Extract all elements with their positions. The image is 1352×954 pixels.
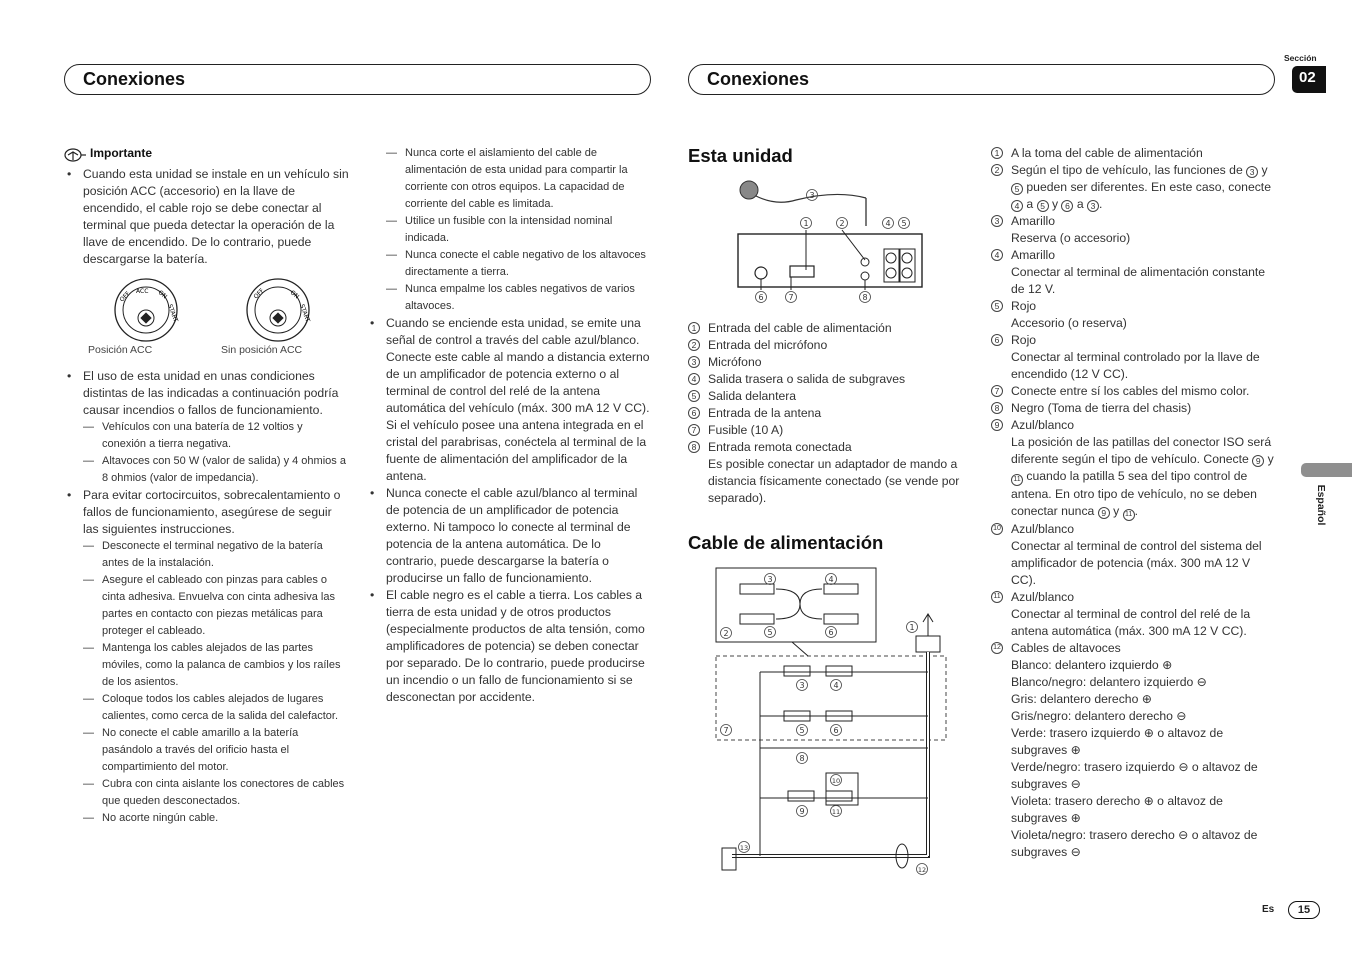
- callout-3c: 3: [799, 681, 805, 690]
- header-bar-right: [688, 64, 1275, 95]
- page-lang: Es: [1262, 904, 1275, 915]
- microphone-icon: [740, 181, 866, 202]
- power-cable-diagram: [712, 566, 948, 878]
- callout-11: 11: [831, 808, 841, 816]
- list-item: 9 Azul/blanco: [991, 417, 1277, 434]
- list-item-sub: Accesorio (o reserva): [1011, 316, 1127, 330]
- list-item: 7 Conecte entre sí los cables del mismo color.: [991, 383, 1277, 400]
- list-item: 4 Salida trasera o salida de subgraves: [688, 371, 973, 388]
- list-item: 6 Entrada de la antena: [688, 405, 973, 422]
- key-acc-label-acc: ACC: [136, 288, 149, 295]
- callout-2b: 2: [723, 629, 729, 638]
- list-item: — Nunca conecte el cable negativo de los altavoces directamente a tierra.: [386, 247, 650, 281]
- list-item: 5 Salida delantera: [688, 388, 973, 405]
- key-acc-label-start: START: [166, 303, 180, 324]
- list-item: 12 Cables de altavoces: [991, 640, 1277, 657]
- callout-4c: 4: [833, 681, 839, 690]
- key-noacc-label-on: ON: [288, 289, 301, 301]
- item8-note: Es posible conectar un adaptador de mando a distancia físicamente conectado (se vende por separado).: [708, 457, 960, 505]
- speaker-wire-line: Verde/negro: trasero izquierdo ⊖ o altavoz de subgraves ⊖: [1011, 760, 1258, 791]
- list-item: 1 A la toma del cable de alimentación: [991, 145, 1277, 162]
- language-label: Español: [1315, 484, 1327, 526]
- key-caption-no-acc: Sin posición ACC: [221, 344, 303, 356]
- key-no-acc: [247, 279, 311, 341]
- bullet-blue-white: • Cuando se enciende esta unidad, se emite una señal de control a través del cable azul/blanco. Conecte este cable al mando a distancia externo de un amplificador de potencia externo o al terminal de control del relé de la antena automática del vehículo (máx. 300 mA 12 V CC). Si el vehículo posee una antena integrada en el cristal del parabrisas, conéctela al terminal de la fuente de alimentación del amplificador de la antena.: [367, 315, 650, 485]
- list-item: — Coloque todos los cables alejados de lugares calientes, como cerca de la salida del calefactor.: [83, 691, 349, 725]
- list-item: 11 Azul/blanco: [991, 589, 1277, 606]
- callout-7b: 7: [723, 726, 729, 735]
- callout-4b: 4: [828, 575, 834, 584]
- cable-heading: Cable de alimentación: [688, 532, 884, 553]
- callout-5: 5: [901, 219, 907, 228]
- bullet-blue-white-power: • Nunca conecte el cable azul/blanco al terminal de potencia de un amplificador de potencia externo. Ni tampoco lo conecte al terminal de potencia de la antena automática. De lo contrario, puede descargarse la batería o producirse un fallo de funcionamiento.: [367, 485, 650, 587]
- list-item: — No acorte ningún cable.: [83, 810, 349, 827]
- list-item: — No conecte el cable amarillo a la batería pasándolo a través del orificio hasta el compartimiento del motor.: [83, 725, 349, 776]
- list-item: 5 Rojo: [991, 298, 1277, 315]
- unit-rear-diagram: [736, 178, 928, 306]
- speaker-wire-line: Blanco/negro: delantero izquierdo ⊖: [1011, 675, 1207, 689]
- list-item: 3 Micrófono: [688, 354, 973, 371]
- header-title-right: Conexiones: [707, 69, 810, 89]
- key-caption-acc: Posición ACC: [88, 344, 153, 356]
- page-number: 15: [1288, 901, 1320, 919]
- list-item: 6 Rojo: [991, 332, 1277, 349]
- list-item: — Nunca empalme los cables negativos de varios altavoces.: [386, 281, 650, 315]
- unit-heading: Esta unidad: [688, 145, 793, 166]
- column-2: [386, 145, 650, 706]
- list-item: 1 Entrada del cable de alimentación: [688, 320, 973, 337]
- key-acc-label-off: OFF: [118, 290, 132, 304]
- callout-12: 12: [917, 866, 927, 874]
- list-item: — Cubra con cinta aislante los conectores de cables que queden desconectados.: [83, 776, 349, 810]
- header-bar-left: [64, 64, 651, 95]
- list-item: — Mantenga los cables alejados de las partes móviles, como la palanca de cambios y los raíles de los asientos.: [83, 640, 349, 691]
- ignition-key-svg: [86, 277, 346, 347]
- callout-5b: 5: [767, 628, 773, 637]
- list-item: 2 Entrada del micrófono: [688, 337, 973, 354]
- callout-5c: 5: [799, 726, 805, 735]
- important-label: Importante: [90, 146, 153, 160]
- speaker-wire-line: Verde: trasero izquierdo ⊕ o altavoz de subgraves ⊕: [1011, 726, 1224, 757]
- bullet-ground: • El cable negro es el cable a tierra. Los cables a tierra de esta unidad y de otros productos (especialmente productos de alta tensión, como amplificadores de potencia) se deben conectar por separado. De lo contrario, puede producirse un incendio o un fallo de funcionamiento si se desconectan por accidente.: [367, 587, 650, 706]
- callout-6: 6: [758, 293, 764, 302]
- list-item-sub: Conectar al terminal de control del relé de la antena automática (máx. 300 mA 12 V CC).: [1011, 607, 1251, 638]
- conditions-list: [64, 419, 349, 487]
- list-item: — Asegure el cableado con pinzas para cables o cinta adhesiva. Envuelva con cinta adhesiva las partes en contacto con piezas metálicas para proteger el cableado.: [83, 572, 349, 640]
- callout-8b: 8: [799, 754, 805, 763]
- column-1: [64, 145, 349, 268]
- important-heading: [64, 145, 349, 162]
- callout-6c: 6: [833, 726, 839, 735]
- callout-8: 8: [862, 293, 868, 302]
- key-acc-label-on: ON: [156, 289, 169, 301]
- list-item: — Vehículos con una batería de 12 voltios y conexión a tierra negativa.: [83, 419, 349, 453]
- list-item: 2 Según el tipo de vehículo, las funciones de 3 y 5 pueden ser diferentes. En este caso, conecte 4 a 5 y 6 a 3 .: [991, 162, 1277, 213]
- callout-4: 4: [885, 219, 891, 228]
- list-item: 10 Azul/blanco: [991, 521, 1277, 538]
- list-item: 8 Negro (Toma de tierra del chasis): [991, 400, 1277, 417]
- speaker-wire-line: Blanco: delantero izquierdo ⊕: [1011, 658, 1173, 672]
- callout-1b: 1: [909, 623, 915, 632]
- list-item: 3 Amarillo: [991, 213, 1277, 230]
- list-item: — Altavoces con 50 W (valor de salida) y 4 ohmios a 8 ohmios (valor de impedancia).: [83, 453, 349, 487]
- callout-13: 13: [739, 844, 749, 852]
- callout-10: 10: [831, 777, 841, 785]
- list-item-sub: La posición de las patillas del conector ISO será diferente según el tipo de vehículo. Conecte 9 y 11 cuando la patilla 5 sea del tipo control de antena. En otro tipo de vehículo, no se deben conectar nunca 9 y 11 .: [991, 434, 1277, 521]
- unit-parts-list: [688, 320, 973, 507]
- bullet-shortcircuit: • Para evitar cortocircuitos, sobrecalentamiento o fallos de funcionamiento, asegúrese de seguir las siguientes instrucciones.: [64, 487, 349, 538]
- list-item: — Desconecte el terminal negativo de la batería antes de la instalación.: [83, 538, 349, 572]
- column-1-lower: [64, 368, 349, 827]
- list-item: — Nunca corte el aislamiento del cable de alimentación de esta unidad para compartir la corriente con otros equipos. La capacidad de corriente del cable es limitada.: [386, 145, 650, 213]
- important-icon: [64, 146, 88, 162]
- callout-6b: 6: [828, 628, 834, 637]
- bullet-conditions: • El uso de esta unidad en unas condiciones distintas de las indicadas a continuación podría causar incendios o fallos de funcionamiento.: [64, 368, 349, 419]
- speaker-wire-line: Gris: delantero derecho ⊕: [1011, 692, 1152, 706]
- callout-2: 2: [839, 219, 845, 228]
- list-item-sub: Conectar al terminal de alimentación constante de 12 V.: [1011, 265, 1266, 296]
- callout-7: 7: [788, 293, 794, 302]
- speaker-wire-line: Violeta/negro: trasero derecho ⊖ o altavoz de subgraves ⊖: [1011, 828, 1258, 859]
- key-acc: [115, 279, 179, 341]
- callout-1: 1: [803, 219, 809, 228]
- key-noacc-label-start: START: [298, 303, 312, 324]
- speaker-wire-line: Gris/negro: delantero derecho ⊖: [1011, 709, 1187, 723]
- list-item: 4 Amarillo: [991, 247, 1277, 264]
- bullet-acc: • Cuando esta unidad se instale en un vehículo sin posición ACC (accesorio) en la llave de encendido, el cable rojo se debe conectar al terminal que pueda detectar la operación de la llave de encendido. De lo contrario, puede descargarse la batería.: [64, 166, 349, 268]
- list-item: 8 Entrada remota conectada: [688, 439, 973, 456]
- warnings-list: [386, 145, 650, 315]
- key-noacc-label-off: OFF: [252, 287, 266, 301]
- list-item-sub: Conectar al terminal controlado por la llave de encendido (12 V CC).: [1011, 350, 1260, 381]
- section-number: 02: [1292, 66, 1326, 93]
- cable-parts-list: [991, 145, 1277, 861]
- list-item-sub: Conectar al terminal de control del sistema del amplificador de potencia (máx. 300 mA 12 V CC).: [1011, 539, 1262, 587]
- callout-3: 3: [809, 191, 815, 200]
- ignition-key-diagrams: [86, 277, 346, 361]
- list-item: 7 Fusible (10 A): [688, 422, 973, 439]
- callout-9: 9: [799, 807, 805, 816]
- list-item: — Utilice un fusible con la intensidad nominal indicada.: [386, 213, 650, 247]
- instructions-list: [64, 538, 349, 827]
- list-item-sub: Reserva (o accesorio): [1011, 231, 1131, 245]
- speaker-wire-line: Violeta: trasero derecho ⊕ o altavoz de subgraves ⊕: [1011, 794, 1223, 825]
- section-label: Sección: [1284, 53, 1317, 63]
- callout-3b: 3: [767, 575, 773, 584]
- header-title-left: Conexiones: [83, 69, 186, 89]
